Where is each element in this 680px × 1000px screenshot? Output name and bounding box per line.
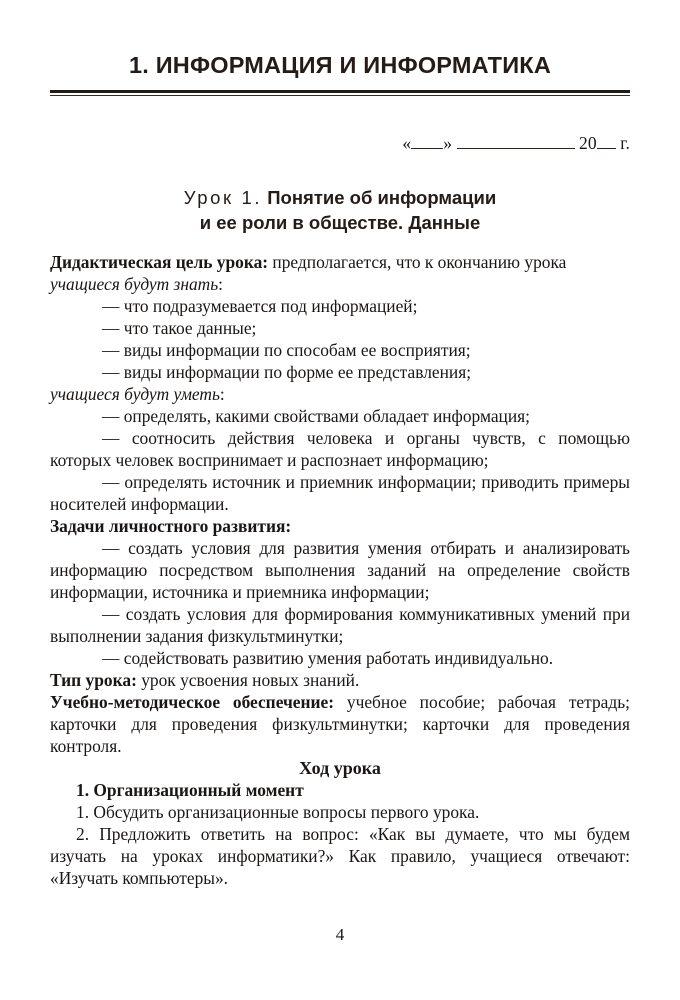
organizational-moment-item: 1. Обсудить организационные вопросы первого урока. — [76, 802, 480, 822]
organizational-moment-item: 2. Предложить ответить на вопрос: «Как вы думаете, что мы будем изучать на уроках информатики?» Как правило, учащиеся отвечают: «Изучать компьютеры». — [50, 824, 630, 888]
will-know-item: — что подразумевается под информацией; — [102, 296, 418, 316]
course-of-lesson-heading: Ход урока — [299, 758, 381, 778]
personal-development-label — [50, 515, 630, 537]
date-blank-line — [402, 133, 630, 154]
date-year-prefix: 20 — [579, 133, 597, 153]
didactic-aim-label: Дидактическая цель урока: — [50, 252, 269, 272]
lesson-name-line-2: и ее роли в обществе. Данные — [199, 211, 481, 233]
date-year-suffix: г. — [620, 133, 630, 153]
will-know-item: — виды информации по форме ее представления; — [102, 362, 472, 382]
resources-text: учебное пособие; рабочая тетрадь; карточки для проведения физкультминутки; карточки для проведения контроля. — [50, 692, 630, 756]
date-open-quote: « — [402, 133, 412, 153]
lesson-title — [90, 186, 590, 236]
lesson-name-line-1: Понятие об информации — [267, 187, 497, 208]
will-be-able-item: — определять источник и приемник информации; приводить примеры носителей информации. — [50, 472, 630, 514]
date-day-blank — [411, 148, 443, 149]
will-know-item: — что такое данные; — [102, 318, 257, 338]
will-be-able-label: учащиеся будут уметь — [50, 384, 220, 404]
header-divider-rules — [50, 90, 630, 96]
date-month-blank — [457, 148, 575, 149]
personal-development-item: — создать условия для формирования коммуникативных умений при выполнении задания физкультминутки; — [50, 604, 630, 646]
lesson-type-paragraph — [50, 669, 630, 691]
will-be-able-heading — [50, 383, 630, 405]
will-be-able-colon: : — [219, 384, 225, 404]
divider-rule-thin — [50, 95, 630, 96]
didactic-aim-paragraph — [50, 251, 630, 273]
personal-development-label-text: Задачи личностного развития: — [50, 516, 292, 536]
lesson-type-text: урок усвоения новых знаний. — [136, 670, 360, 690]
lesson-number-label: Урок 1. — [183, 187, 263, 208]
organizational-moment-heading: 1. Организационный момент — [76, 780, 304, 800]
personal-development-item: — содействовать развитию умения работать индивидуально. — [102, 648, 554, 668]
lesson-type-label: Тип урока: — [50, 670, 137, 690]
resources-paragraph — [50, 691, 630, 757]
will-know-colon: : — [218, 274, 223, 294]
will-know-heading — [50, 273, 630, 295]
will-know-label: учащиеся будут знать — [50, 274, 219, 294]
date-year-blank — [597, 148, 616, 149]
will-be-able-item: — определять, какими свойствами обладает информация; — [102, 406, 531, 426]
will-know-item: — виды информации по способам ее восприятия; — [102, 340, 471, 360]
page-number: 4 — [335, 925, 345, 944]
body-content — [50, 251, 630, 889]
resources-label: Учебно-методическое обеспечение: — [50, 692, 335, 712]
chapter-heading: 1. ИНФОРМАЦИЯ И ИНФОРМАТИКА — [128, 52, 552, 78]
personal-development-item: — создать условия для развития умения отбирать и анализировать информацию посредством выполнения заданий на определение свойств информации, источника и приемника информации; — [50, 538, 630, 602]
didactic-aim-text: предполагается, что к окончанию урока — [268, 252, 567, 272]
will-be-able-item: — соотносить действия человека и органы чувств, с помощью которых человек воспринимает и распознает информацию; — [50, 428, 630, 470]
date-close-quote: » — [443, 133, 453, 153]
